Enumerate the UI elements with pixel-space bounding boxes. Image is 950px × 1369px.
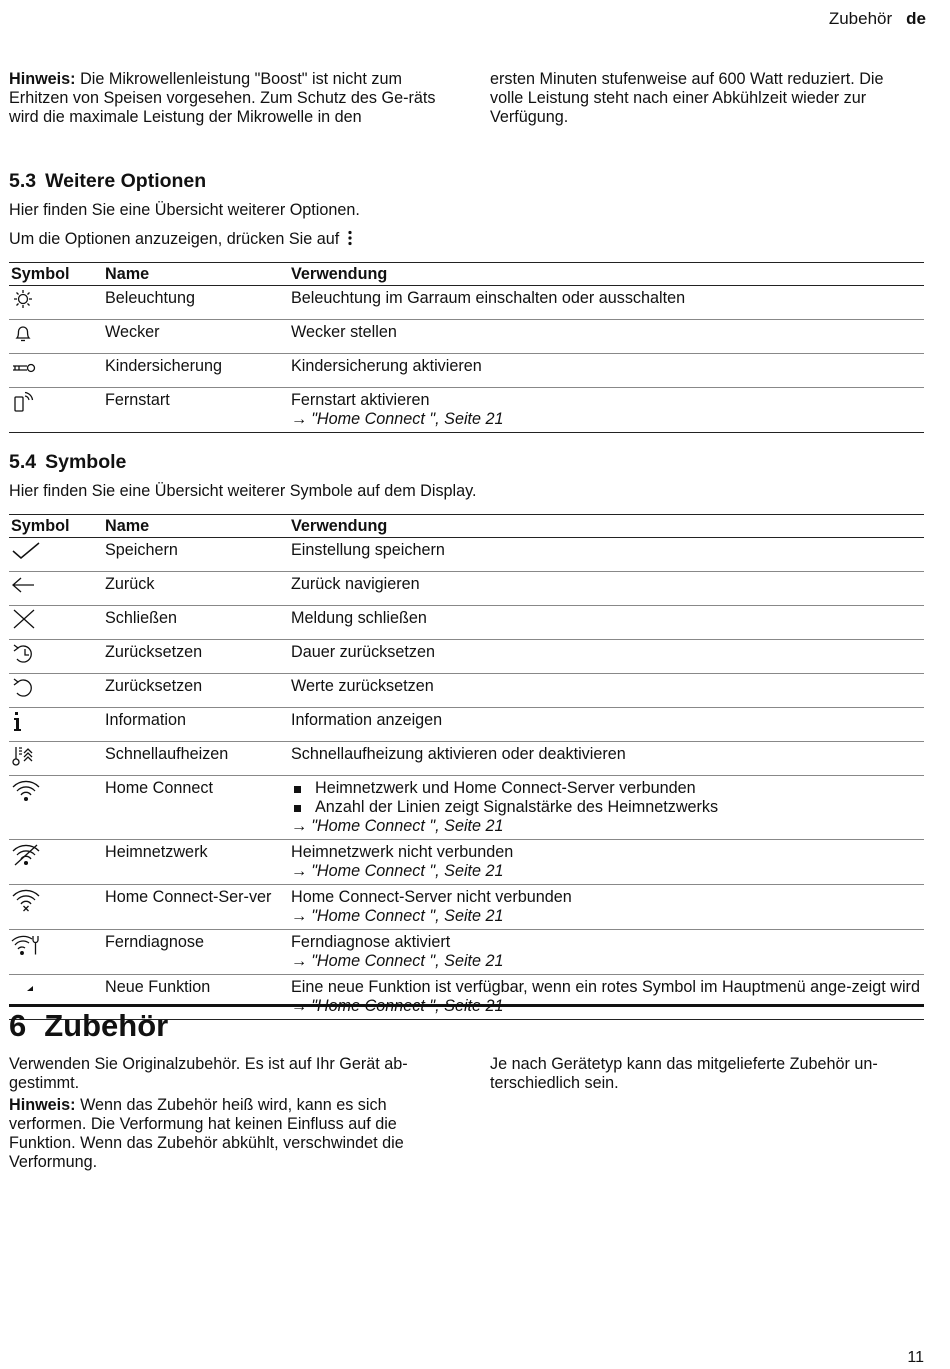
page-number: 11 xyxy=(907,1349,924,1366)
row-usage: Beleuchtung im Garraum einschalten oder ausschalten xyxy=(289,286,924,320)
column-header-symbol: Symbol xyxy=(9,515,103,538)
row-name: Information xyxy=(103,708,289,742)
header-section: Zubehör xyxy=(828,9,893,28)
row-usage: Kindersicherung aktivieren xyxy=(289,354,924,388)
running-header xyxy=(829,9,926,29)
row-name: Ferndiagnose xyxy=(103,930,289,975)
intro-right-text: ersten Minuten stufenweise auf 600 Watt reduziert. Die volle Leistung steht nach einer Abkühlzeit wieder zur Verfügung. xyxy=(490,70,884,126)
section-5-4-intro: Hier finden Sie eine Übersicht weiterer Symbole auf dem Display. xyxy=(9,482,477,500)
intro-left-column xyxy=(9,70,449,127)
checkmark-icon xyxy=(11,541,37,563)
table-row xyxy=(9,885,924,930)
table-row xyxy=(9,640,924,674)
table-row xyxy=(9,776,924,840)
more-options-icon xyxy=(347,230,353,251)
row-usage: Zurück navigieren xyxy=(289,572,924,606)
close-icon xyxy=(11,609,37,631)
row-usage: Schnellaufheizung aktivieren oder deaktivieren xyxy=(289,742,924,776)
chapter-6-left-column xyxy=(9,1055,449,1172)
row-name: Beleuchtung xyxy=(103,286,289,320)
row-usage: Einstellung speichern xyxy=(289,538,924,572)
table-row xyxy=(9,674,924,708)
corner-triangle-icon xyxy=(11,978,37,1000)
table-row xyxy=(9,742,924,776)
chapter-6-paragraph: Verwenden Sie Originalzubehör. Es ist auf Ihr Gerät ab-gestimmt. xyxy=(9,1055,408,1092)
reset-icon xyxy=(11,677,37,699)
note-label: Hinweis: xyxy=(9,70,76,88)
column-header-usage: Verwendung xyxy=(289,263,924,286)
section-5-3-heading: 5.3 Weitere Optionen xyxy=(9,170,207,192)
table-row xyxy=(9,538,924,572)
row-name: Wecker xyxy=(103,320,289,354)
table-row xyxy=(9,320,924,354)
table-header-row xyxy=(9,263,924,286)
row-usage: Werte zurücksetzen xyxy=(289,674,924,708)
column-header-usage: Verwendung xyxy=(289,515,924,538)
row-name: Schnellaufheizen xyxy=(103,742,289,776)
rapid-heat-icon xyxy=(11,745,37,767)
row-usage: Wecker stellen xyxy=(289,320,924,354)
intro-left-text: Die Mikrowellenleistung "Boost" ist nicht zum Erhitzen von Speisen vorgesehen. Zum Schutz des Ge-räts wird die maximale Leistung der Mikrowelle in den xyxy=(9,70,436,126)
row-name: Zurücksetzen xyxy=(103,640,289,674)
row-name: Speichern xyxy=(103,538,289,572)
row-name: Fernstart xyxy=(103,388,289,433)
chapter-6-heading: 6 Zubehör xyxy=(9,1008,169,1043)
section-5-3-instruction: Um die Optionen anzuzeigen, drücken Sie auf xyxy=(9,230,353,251)
column-header-symbol: Symbol xyxy=(9,263,103,286)
options-table xyxy=(9,262,924,433)
table-row xyxy=(9,606,924,640)
section-5-4-heading: 5.4 Symbole xyxy=(9,451,127,473)
back-arrow-icon xyxy=(11,575,37,597)
row-usage: Dauer zurücksetzen xyxy=(289,640,924,674)
row-usage: Ferndiagnose aktiviert → "Home Connect ", Seite 21 xyxy=(289,930,924,975)
row-usage xyxy=(289,776,924,840)
cross-reference-link[interactable]: → "Home Connect ", Seite 21 xyxy=(291,817,504,835)
row-usage: Heimnetzwerk nicht verbunden → "Home Connect ", Seite 21 xyxy=(289,840,924,885)
note-label: Hinweis: xyxy=(9,1096,76,1114)
wifi-crossed-icon xyxy=(11,843,37,865)
row-name: Neue Funktion xyxy=(103,975,289,1020)
bullet-item: Anzahl der Linien zeigt Signalstärke des Heimnetzwerks xyxy=(291,798,922,817)
reset-timer-icon xyxy=(11,643,37,665)
row-usage: Meldung schließen xyxy=(289,606,924,640)
symbols-table xyxy=(9,514,924,1020)
table-row xyxy=(9,388,924,433)
table-row xyxy=(9,354,924,388)
section-5-3-intro: Hier finden Sie eine Übersicht weiterer Optionen. xyxy=(9,201,360,219)
chapter-divider xyxy=(9,1004,924,1007)
remote-start-icon xyxy=(11,391,37,413)
cross-reference-link[interactable]: → "Home Connect ", Seite 21 xyxy=(291,907,504,925)
cross-reference-link[interactable]: → "Home Connect ", Seite 21 xyxy=(291,862,504,880)
bullet-item: Heimnetzwerk und Home Connect-Server verbunden xyxy=(291,779,922,798)
header-language: de xyxy=(906,9,926,28)
column-header-name: Name xyxy=(103,263,289,286)
table-row xyxy=(9,708,924,742)
row-name: Heimnetzwerk xyxy=(103,840,289,885)
light-bulb-icon xyxy=(11,289,37,311)
row-usage: Eine neue Funktion ist verfügbar, wenn ein rotes Symbol im Hauptmenü ange-zeigt wird xyxy=(289,975,924,1020)
table-row xyxy=(9,840,924,885)
table-row xyxy=(9,286,924,320)
bell-icon xyxy=(11,323,37,345)
column-header-name: Name xyxy=(103,515,289,538)
chapter-6-paragraph: Je nach Gerätetyp kann das mitgelieferte Zubehör un-terschiedlich sein. xyxy=(490,1055,878,1092)
intro-right-column xyxy=(490,70,920,127)
row-name: Home Connect-Ser-ver xyxy=(103,885,289,930)
row-usage: Information anzeigen xyxy=(289,708,924,742)
table-row xyxy=(9,930,924,975)
table-row xyxy=(9,572,924,606)
row-name: Zurück xyxy=(103,572,289,606)
wifi-icon xyxy=(11,779,37,801)
row-name: Kindersicherung xyxy=(103,354,289,388)
cross-reference-link[interactable]: → "Home Connect ", Seite 21 xyxy=(291,410,504,428)
row-usage: Fernstart aktivieren → "Home Connect ", Seite 21 xyxy=(289,388,924,433)
info-icon xyxy=(11,711,37,733)
key-icon xyxy=(11,357,37,379)
row-usage: Home Connect-Server nicht verbunden → "Home Connect ", Seite 21 xyxy=(289,885,924,930)
chapter-6-note: Hinweis: Wenn das Zubehör heiß wird, kann es sich verformen. Die Verformung hat keinen Einfluss auf die Funktion. Wenn das Zubehör abkühlt, verschwindet die Verformung. xyxy=(9,1096,404,1171)
wifi-server-x-icon xyxy=(11,888,37,910)
cross-reference-link[interactable]: → "Home Connect ", Seite 21 xyxy=(291,952,504,970)
row-name: Schließen xyxy=(103,606,289,640)
row-name: Home Connect xyxy=(103,776,289,840)
table-header-row xyxy=(9,515,924,538)
row-name: Zurücksetzen xyxy=(103,674,289,708)
chapter-6-right-column xyxy=(490,1055,920,1093)
wifi-wrench-icon xyxy=(11,933,37,955)
